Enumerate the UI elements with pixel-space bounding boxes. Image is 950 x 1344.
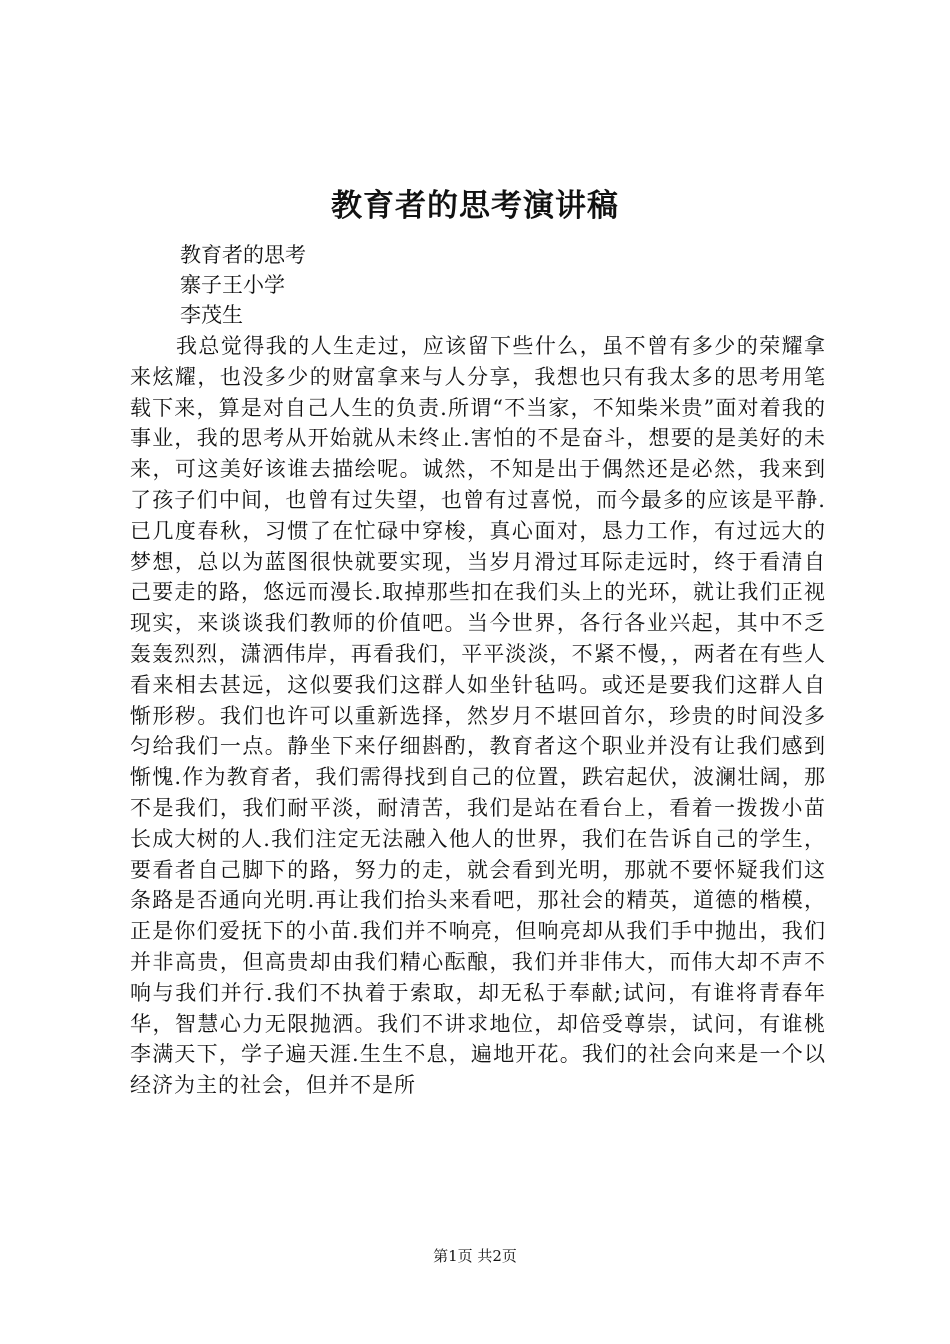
author-name: 李茂生: [180, 303, 243, 327]
school-name: 寨子王小学: [180, 273, 285, 297]
page-footer: 第1页 共2页: [433, 1247, 517, 1265]
body-paragraph: 我总觉得我的人生走过，应该留下些什么，虽不曾有多少的荣耀拿来炫耀，也没多少的财富拿来与人分享，我想也只有我太多的思考用笔载下来，算是对自己人生的负责.所谓“不当家，不知柴米贵”面对着我的事业，我的思考从开始就从未终止.害怕的不是奋斗，想要的是美好的未来，可这美好该谁去描绘呢。诚然，不知是出于偶然还是必然，我来到了孩子们中间，也曾有过失望，也曾有过喜悦，而今最多的应该是平静.已几度春秋，习惯了在忙碌中穿梭，真心面对，恳力工作，有过远大的梦想，总以为蓝图很快就要实现，当岁月滑过耳际走远时，终于看清自己要走的路，悠远而漫长.取掉那些扣在我们头上的光环，就让我们正视现实，来谈谈我们教师的价值吧。当今世界，各行各业兴起，其中不乏轰轰烈烈，潇洒伟岸，再看我们，平平淡淡，不紧不慢，，两者在有些人看来相去甚远，这似要我们这群人如坐针毡吗。或还是要我们这群人自惭形秽。我们也许可以重新选择，然岁月不堪回首尔，珍贵的时间没多匀给我们一点。静坐下来仔细斟酌，教育者这个职业并没有让我们感到惭愧.作为教育者，我们需得找到自己的位置，跌宕起伏，波澜壮阔，那不是我们，我们耐平淡，耐清苦，我们是站在看台上，看着一拨拨小苗长成大树的人.我们注定无法融入他人的世界，我们在告诉自己的学生，要看者自己脚下的路，努力的走，就会看到光明，那就不要怀疑我们这条路是否通向光明.再让我们抬头来看吧，那社会的精英，道德的楷模，正是你们爱抚下的小苗.我们并不响亮，但响亮却从我们手中抛出，我们并非高贵，但高贵却由我们精心酝酿，我们并非伟大，而伟大却不声不响与我们并行.我们不执着于索取，却无私于奉献;试问，有谁将青春年华，智慧心力无限抛洒。我们不讲求地位，却倍受尊崇，试问，有谁桃李满天下，学子遍天涯.生生不息，遍地开花。我们的社会向来是一个以经济为主的社会，但并不是所: [130, 334, 826, 1098]
document-subtitle: 教育者的思考: [180, 243, 306, 267]
document-title: 教育者的思考演讲稿: [331, 188, 619, 224]
